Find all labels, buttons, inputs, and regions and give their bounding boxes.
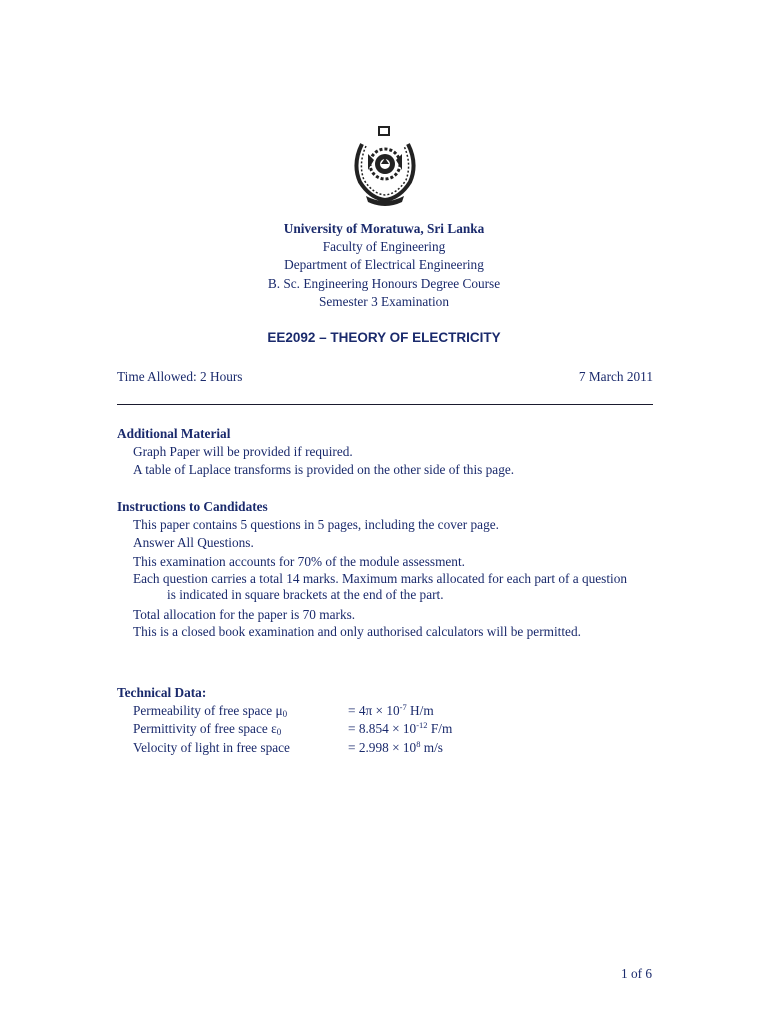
time-date-row	[117, 369, 653, 385]
technical-data-heading: Technical Data:	[117, 685, 207, 700]
additional-material-heading: Additional Material	[117, 426, 231, 441]
tech-row	[117, 720, 677, 738]
faculty-name: Faculty of Engineering	[322, 239, 446, 255]
instruction-item: Answer All Questions.	[133, 535, 254, 551]
university-name: University of Moratuwa, Sri Lanka	[283, 221, 485, 236]
instruction-item: This examination accounts for 70% of the module assessment.	[133, 553, 465, 569]
instructions-section	[117, 498, 677, 643]
tech-label: Velocity of light in free space	[133, 739, 290, 755]
exam-name: Semester 3 Examination	[319, 293, 449, 309]
tech-label: Permittivity of free space $\varepsilon_0$	[133, 721, 282, 738]
tech-value: = $2.998 \times 10^8$ m/s	[348, 738, 443, 755]
tech-label: Permeability of free space $\mu_0$	[133, 703, 288, 720]
tech-value: = $8.854 \times 10^{-12}$ F/m	[348, 720, 453, 737]
course-title: EE2092 – THEORY OF ELECTRICITY	[267, 330, 501, 345]
material-item: A table of Laplace transforms is provided on the other side of this page.	[133, 462, 515, 478]
additional-material-section	[117, 425, 677, 480]
tech-value: = $4\pi \times 10^{-7}$ H/m	[348, 702, 434, 719]
instruction-item: Each question carries a total 14 marks. Maximum marks allocated for each part of a question is indicated in square brackets at the end of the part.	[133, 570, 628, 602]
exam-header	[0, 220, 768, 311]
university-crest-logo	[348, 124, 422, 208]
technical-data-section	[117, 684, 677, 757]
divider-line	[117, 404, 653, 405]
instruction-item: This is a closed book examination and only authorised calculators will be permitted.	[133, 624, 581, 640]
department-name: Department of Electrical Engineering	[284, 257, 484, 273]
tech-row	[117, 739, 677, 757]
tech-row	[117, 702, 677, 720]
material-item: Graph Paper will be provided if required.	[133, 444, 353, 460]
degree-name: B. Sc. Engineering Honours Degree Course	[267, 275, 501, 291]
instruction-item: This paper contains 5 questions in 5 pages, including the cover page.	[133, 517, 499, 533]
page-number: 1 of 6	[620, 966, 652, 981]
instruction-item: Total allocation for the paper is 70 marks.	[133, 606, 356, 622]
exam-date: 7 March 2011	[578, 369, 653, 384]
time-allowed: Time Allowed: 2 Hours	[117, 369, 243, 384]
instructions-heading: Instructions to Candidates	[117, 499, 268, 514]
